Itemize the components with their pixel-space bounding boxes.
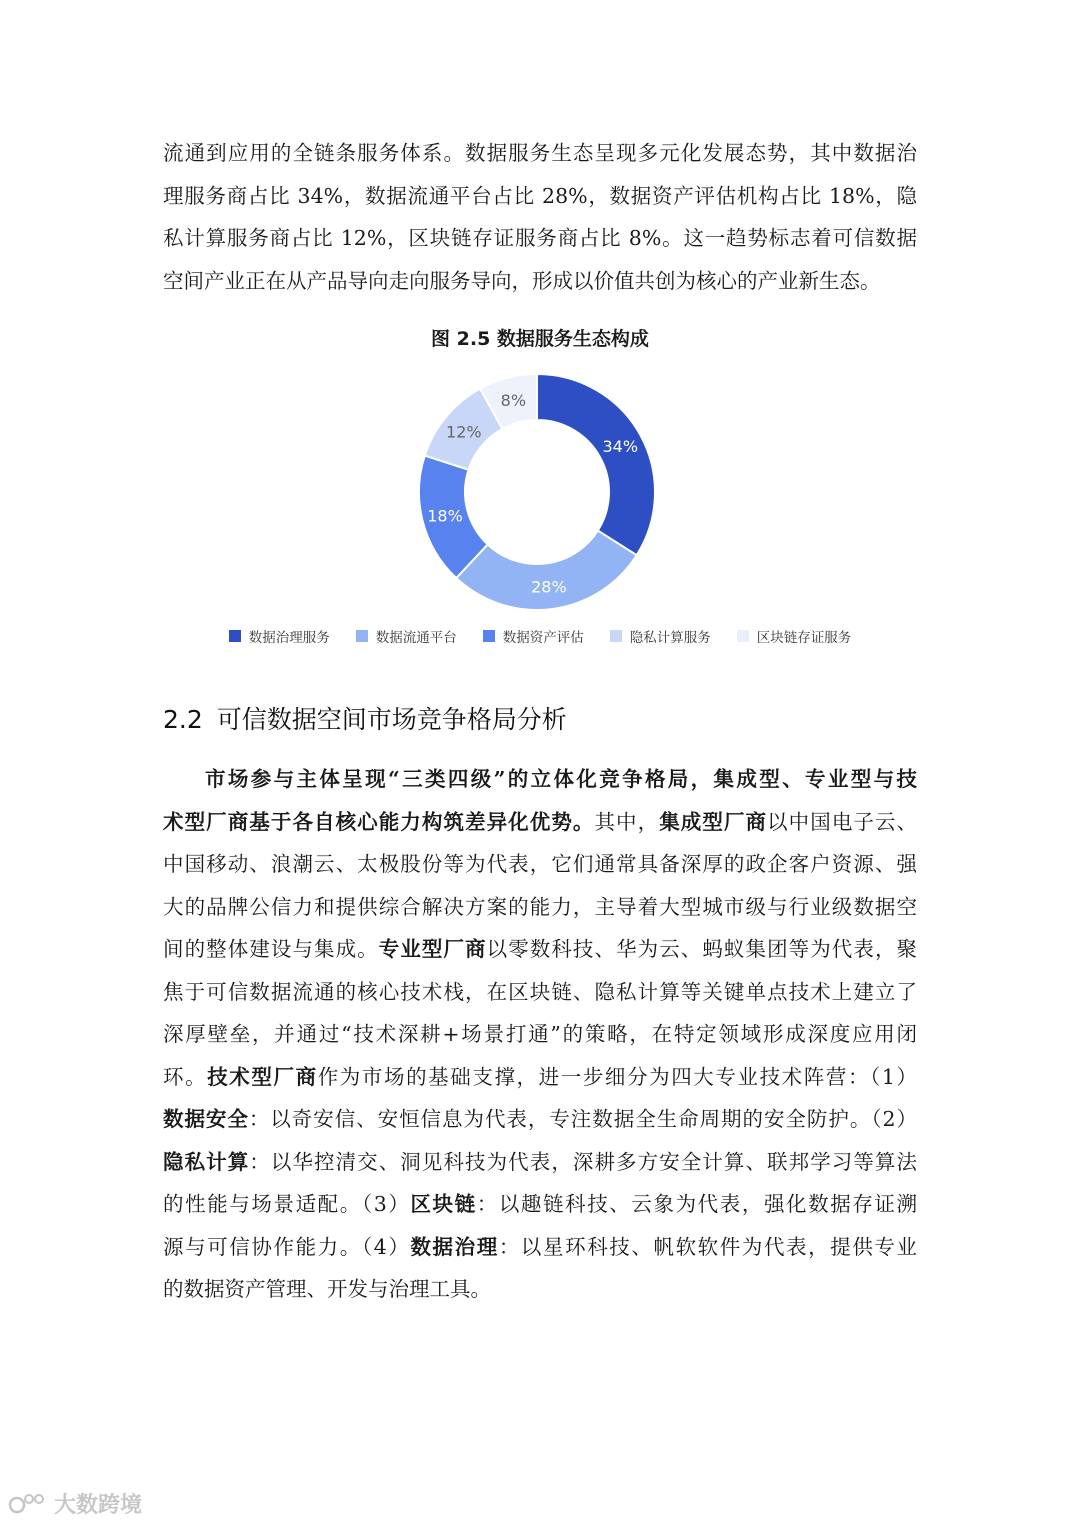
bold-text: 术型厂商基于各自核心能力构筑差异化优势。 (163, 809, 595, 834)
slice-label: 12% (446, 422, 482, 442)
slice-label: 34% (602, 437, 639, 457)
slice-label: 28% (531, 577, 567, 597)
legend-item (483, 626, 584, 646)
legend-label: 数据治理服务 (248, 630, 330, 646)
body-text: 的数据资产管理、开发与治理工具。 (163, 1277, 491, 1301)
legend-label: 隐私计算服务 (629, 630, 711, 646)
bold-text: 专业型厂商 (378, 937, 487, 961)
body-line (163, 971, 917, 1014)
donut-slice (537, 374, 655, 555)
intro-line: 流通到应用的全链条服务体系。数据服务生态呈现多元化发展态势，其中数据治 (163, 141, 917, 165)
body-text: 深厚壁垒，并通过“技术深耕+场景打通”的策略，在特定领域形成深度应用闭 (163, 1022, 917, 1046)
body-text: 环。 (163, 1064, 208, 1089)
legend-label: 区块链存证服务 (756, 630, 852, 646)
intro-line: 理服务商占比 34%，数据流通平台占比 28%，数据资产评估机构占比 18%，隐 (163, 183, 917, 208)
legend-swatch (229, 630, 241, 642)
bold-text: 隐私计算 (163, 1149, 250, 1174)
bold-text: 集成型厂商 (659, 809, 768, 834)
slice-label: 18% (427, 506, 463, 526)
body-line (163, 1013, 917, 1056)
body-line (163, 843, 917, 886)
body-line (163, 886, 917, 929)
bold-text: 数据安全 (163, 1107, 249, 1131)
body-text: 间的整体建设与集成。 (163, 937, 379, 961)
section-heading (163, 700, 567, 736)
watermark-text: 大数跨境 (54, 1493, 143, 1518)
legend-swatch (356, 630, 368, 642)
body-line (163, 801, 917, 844)
body-text: 的性能与场景适配。（3） (163, 1192, 411, 1216)
bold-text: 区块链 (410, 1192, 477, 1216)
legend-item (229, 626, 330, 646)
legend-label: 数据资产评估 (502, 630, 584, 646)
body-line (163, 758, 917, 801)
bold-text: 数据治理 (410, 1234, 499, 1259)
legend-label: 数据流通平台 (375, 630, 457, 646)
slice-label: 8% (500, 390, 527, 410)
body-text: 大的品牌公信力和提供综合解决方案的能力，主导着大型城市级与行业级数据空 (163, 894, 917, 919)
body-text: ：以奇安信、安恒信息为代表，专注数据全生命周期的安全防护。（2） (248, 1107, 918, 1131)
bold-text: 技术型厂商 (207, 1064, 318, 1089)
body-text: 焦于可信数据流通的核心技术栈，在区块链、隐私计算等关键单点技术上建立了 (163, 979, 917, 1004)
watermark (8, 1488, 142, 1519)
body-text: 中国移动、浪潮云、太极股份等为代表，它们通常具备深厚的政企客户资源、强 (163, 852, 917, 876)
legend-item (610, 626, 711, 646)
body-line (163, 928, 917, 971)
intro-line: 私计算服务商占比 12%，区块链存证服务商占比 8%。这一趋势标志着可信数据 (163, 226, 917, 250)
legend-swatch (737, 630, 749, 642)
body-line (163, 1268, 917, 1311)
bold-text: 市场参与主体呈现“三类四级”的立体化竞争格局，集成型、专业型与技 (205, 767, 917, 791)
body-line (163, 1183, 917, 1226)
body-paragraph (163, 758, 917, 1311)
intro-paragraph (163, 132, 917, 302)
figure-title: 图 2.5 数据服务生态构成 (431, 328, 649, 350)
body-text: ：以华控清交、洞见科技为代表，深耕多方安全计算、联邦学习等算法 (249, 1149, 918, 1174)
body-text: ：以星环科技、帆软软件为代表，提供专业 (498, 1234, 918, 1259)
legend-item (737, 626, 852, 646)
body-text: 以中国电子云、 (767, 809, 918, 834)
body-text: 源与可信协作能力。（4） (163, 1234, 411, 1259)
legend-swatch (610, 630, 622, 642)
intro-line: 空间产业正在从产品导向走向服务导向，形成以价值共创为核心的产业新生态。 (163, 268, 881, 293)
body-text: 作为市场的基础支撑，进一步细分为四大专业技术阵营：（1） (317, 1064, 918, 1089)
body-text: ：以趣链科技、云象为代表，强化数据存证溯 (476, 1192, 918, 1216)
section-title: 可信数据空间市场竞争格局分析 (216, 705, 567, 734)
donut-chart (410, 368, 670, 618)
body-line (163, 1141, 917, 1184)
legend-item (356, 626, 457, 646)
body-line (163, 1226, 917, 1269)
body-text: 以零数科技、华为云、蚂蚁集团等为代表，聚 (486, 937, 918, 961)
body-line (163, 1098, 917, 1141)
body-text: 其中， (594, 809, 660, 834)
section-number: 2.2 (163, 705, 203, 734)
body-line (163, 1056, 917, 1099)
dashujuajing-logo-icon (8, 1491, 48, 1517)
chart-legend (0, 626, 1080, 646)
legend-swatch (483, 630, 495, 642)
